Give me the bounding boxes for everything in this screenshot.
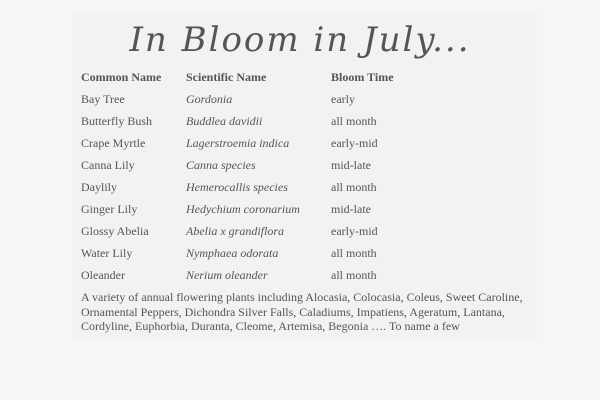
scientific-name-cell: Hemerocallis species [186, 179, 288, 194]
column-header-scientific-name: Scientific Name [186, 69, 267, 84]
table-header-row [76, 66, 421, 88]
common-name-cell: Crape Myrtle [81, 135, 146, 150]
scientific-name-cell: Lagerstroemia indica [186, 135, 290, 150]
common-name-cell: Glossy Abelia [81, 223, 149, 238]
page-title-text: In Bloom in July... [129, 20, 471, 60]
common-name-cell: Bay Tree [81, 91, 125, 106]
bloom-time-cell: early-mid [331, 223, 378, 238]
table-row [76, 198, 421, 220]
common-name-cell: Water Lily [81, 245, 133, 260]
bloom-time-cell: mid-late [331, 201, 371, 216]
scientific-name-cell: Hedychium coronarium [186, 201, 300, 216]
column-header-common-name: Common Name [81, 69, 162, 84]
table-row [76, 132, 421, 154]
common-name-cell: Daylily [81, 179, 117, 194]
bloom-time-cell: all month [331, 267, 377, 282]
bloom-time-cell: early [331, 91, 355, 106]
bloom-time-cell: all month [331, 113, 377, 128]
scientific-name-cell: Nymphaea odorata [186, 245, 279, 260]
table-row [76, 88, 421, 110]
bloom-time-cell: mid-late [331, 157, 371, 172]
common-name-cell: Butterfly Bush [81, 113, 152, 128]
common-name-cell: Oleander [81, 267, 125, 282]
table-row [76, 176, 421, 198]
common-name-cell: Canna Lily [81, 157, 135, 172]
scientific-name-cell: Canna species [186, 157, 256, 172]
scientific-name-cell: Gordonia [186, 91, 233, 106]
annual-plants-note: A variety of annual flowering plants including Alocasia, Colocasia, Coleus, Sweet Caroline, Ornamental Peppers, Dichondra Silver Falls, Caladiums, Impatiens, Ageratum, Lantana, Cordyline, Euphorbia, Duranta, Cleome, Artemisa, Begonia …. To name a few [81, 290, 523, 333]
table-row [76, 264, 421, 286]
column-header-bloom-time: Bloom Time [331, 69, 394, 84]
bloom-table [76, 66, 421, 286]
page-title [0, 0, 600, 60]
bloom-time-cell: all month [331, 245, 377, 260]
common-name-cell: Ginger Lily [81, 201, 138, 216]
scientific-name-cell: Nerium oleander [186, 267, 268, 282]
bloom-time-cell: all month [331, 179, 377, 194]
table-row [76, 110, 421, 132]
bloom-time-cell: early-mid [331, 135, 378, 150]
scientific-name-cell: Abelia x grandiflora [186, 223, 284, 238]
table-row [76, 220, 421, 242]
scientific-name-cell: Buddlea davidii [186, 113, 263, 128]
table-row [76, 154, 421, 176]
table-row [76, 242, 421, 264]
